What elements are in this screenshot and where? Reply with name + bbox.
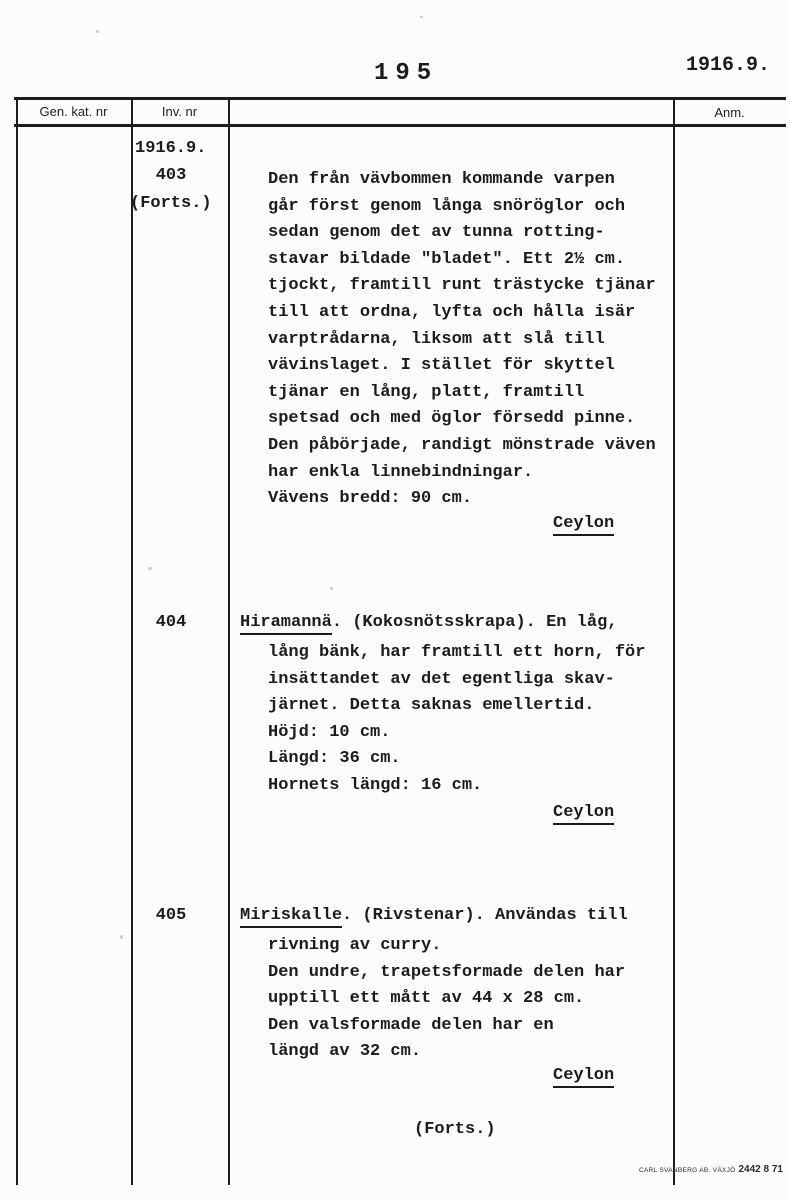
scan-speckle (420, 16, 423, 18)
text-line: har enkla linnebindningar. (268, 462, 534, 482)
page-number: 195 (374, 60, 439, 87)
text-line: insättandet av det egentliga skav- (268, 669, 615, 689)
table-rule-genkat-inv (131, 97, 133, 1185)
origin-label: Ceylon (553, 803, 614, 825)
forts-footer: (Forts.) (414, 1120, 496, 1139)
text-line: rivning av curry. (268, 936, 442, 955)
text-line: Längd: 36 cm. (268, 749, 401, 769)
text-line: Höjd: 10 cm. (268, 722, 391, 742)
text-line: Den från vävbommen kommande varpen (268, 170, 615, 189)
text-line: lång bänk, har framtill ett horn, för (268, 643, 646, 662)
printer-name: CARL SVANBERG AB. VÄXJÖ (639, 1167, 736, 1174)
entry-405-term: Miriskalle (240, 906, 342, 928)
inventory-year-reference: 1916.9. (686, 54, 771, 77)
table-left-rule (16, 97, 18, 1185)
origin-label: Ceylon (553, 1066, 614, 1088)
text-line: Hornets längd: 16 cm. (268, 775, 483, 795)
entry-405-term-rest: . (Rivstenar). Användas till (342, 906, 628, 925)
table-rule-inv-body (228, 97, 230, 1185)
scan-speckle (120, 935, 123, 939)
entry-405-inv-no: 405 (155, 906, 187, 925)
scan-speckle (330, 587, 333, 590)
text-line: stavar bildade "bladet". Ett 2½ cm. (268, 249, 626, 269)
entry-404-term-rest: . (Kokosnötsskrapa). En låg, (331, 613, 618, 632)
column-header-gen-kat-nr: Gen. kat. nr (39, 104, 108, 119)
entry-405-origin (553, 1066, 614, 1088)
scan-speckle (96, 30, 99, 33)
text-line: sedan genom det av tunna rotting- (268, 223, 605, 243)
entry-405-description (268, 933, 625, 1066)
text-line: varptrådarna, liksom att slå till (268, 329, 605, 349)
text-line: Den undre, trapetsformade delen har (268, 962, 626, 982)
text-line: järnet. Detta saknas emellertid. (268, 696, 595, 716)
origin-label: Ceylon (553, 514, 614, 536)
text-line: till att ordna, lyfta och hålla isär (268, 302, 636, 322)
text-line: längd av 32 cm. (268, 1042, 422, 1062)
entry-403-inv-no: 403 (155, 166, 187, 185)
table-header-top-rule (14, 97, 786, 100)
text-line: upptill ett mått av 44 x 28 cm. (268, 989, 585, 1009)
table-rule-body-anm (673, 97, 675, 1185)
printer-imprint (639, 1159, 783, 1177)
text-line: vävinslaget. I stället för skyttel (268, 356, 615, 376)
column-header-anm: Anm. (714, 105, 745, 120)
text-line: spetsad och med öglor försedd pinne. (268, 409, 636, 429)
text-line: Den valsformade delen har en (268, 1015, 554, 1035)
text-line: tjockt, framtill runt trästycke tjänar (268, 276, 656, 296)
entry-404-origin (553, 803, 614, 825)
column-header-inv-nr: Inv. nr (161, 104, 198, 119)
entry-403-origin (553, 514, 614, 536)
entry-404-term: Hiramannä (240, 613, 332, 635)
entry-403-forts: (Forts.) (130, 194, 212, 213)
text-line: går först genom långa snöröglor och (268, 196, 626, 216)
text-line: Vävens bredd: 90 cm. (268, 489, 473, 509)
entry-405-first-line (240, 906, 628, 925)
entry-404-description (268, 640, 645, 800)
entry-404-first-line (240, 613, 617, 632)
entry-404-inv-no: 404 (155, 613, 187, 632)
text-line: Den påbörjade, randigt mönstrade väven (268, 435, 656, 455)
text-line: tjänar en lång, platt, framtill (268, 382, 585, 402)
scan-speckle (148, 567, 152, 570)
entry-403-inv-year: 1916.9. (135, 139, 207, 158)
entry-403-description (268, 167, 656, 513)
table-header-bottom-rule (14, 124, 786, 127)
printer-code: 2442 8 71 (738, 1164, 783, 1175)
